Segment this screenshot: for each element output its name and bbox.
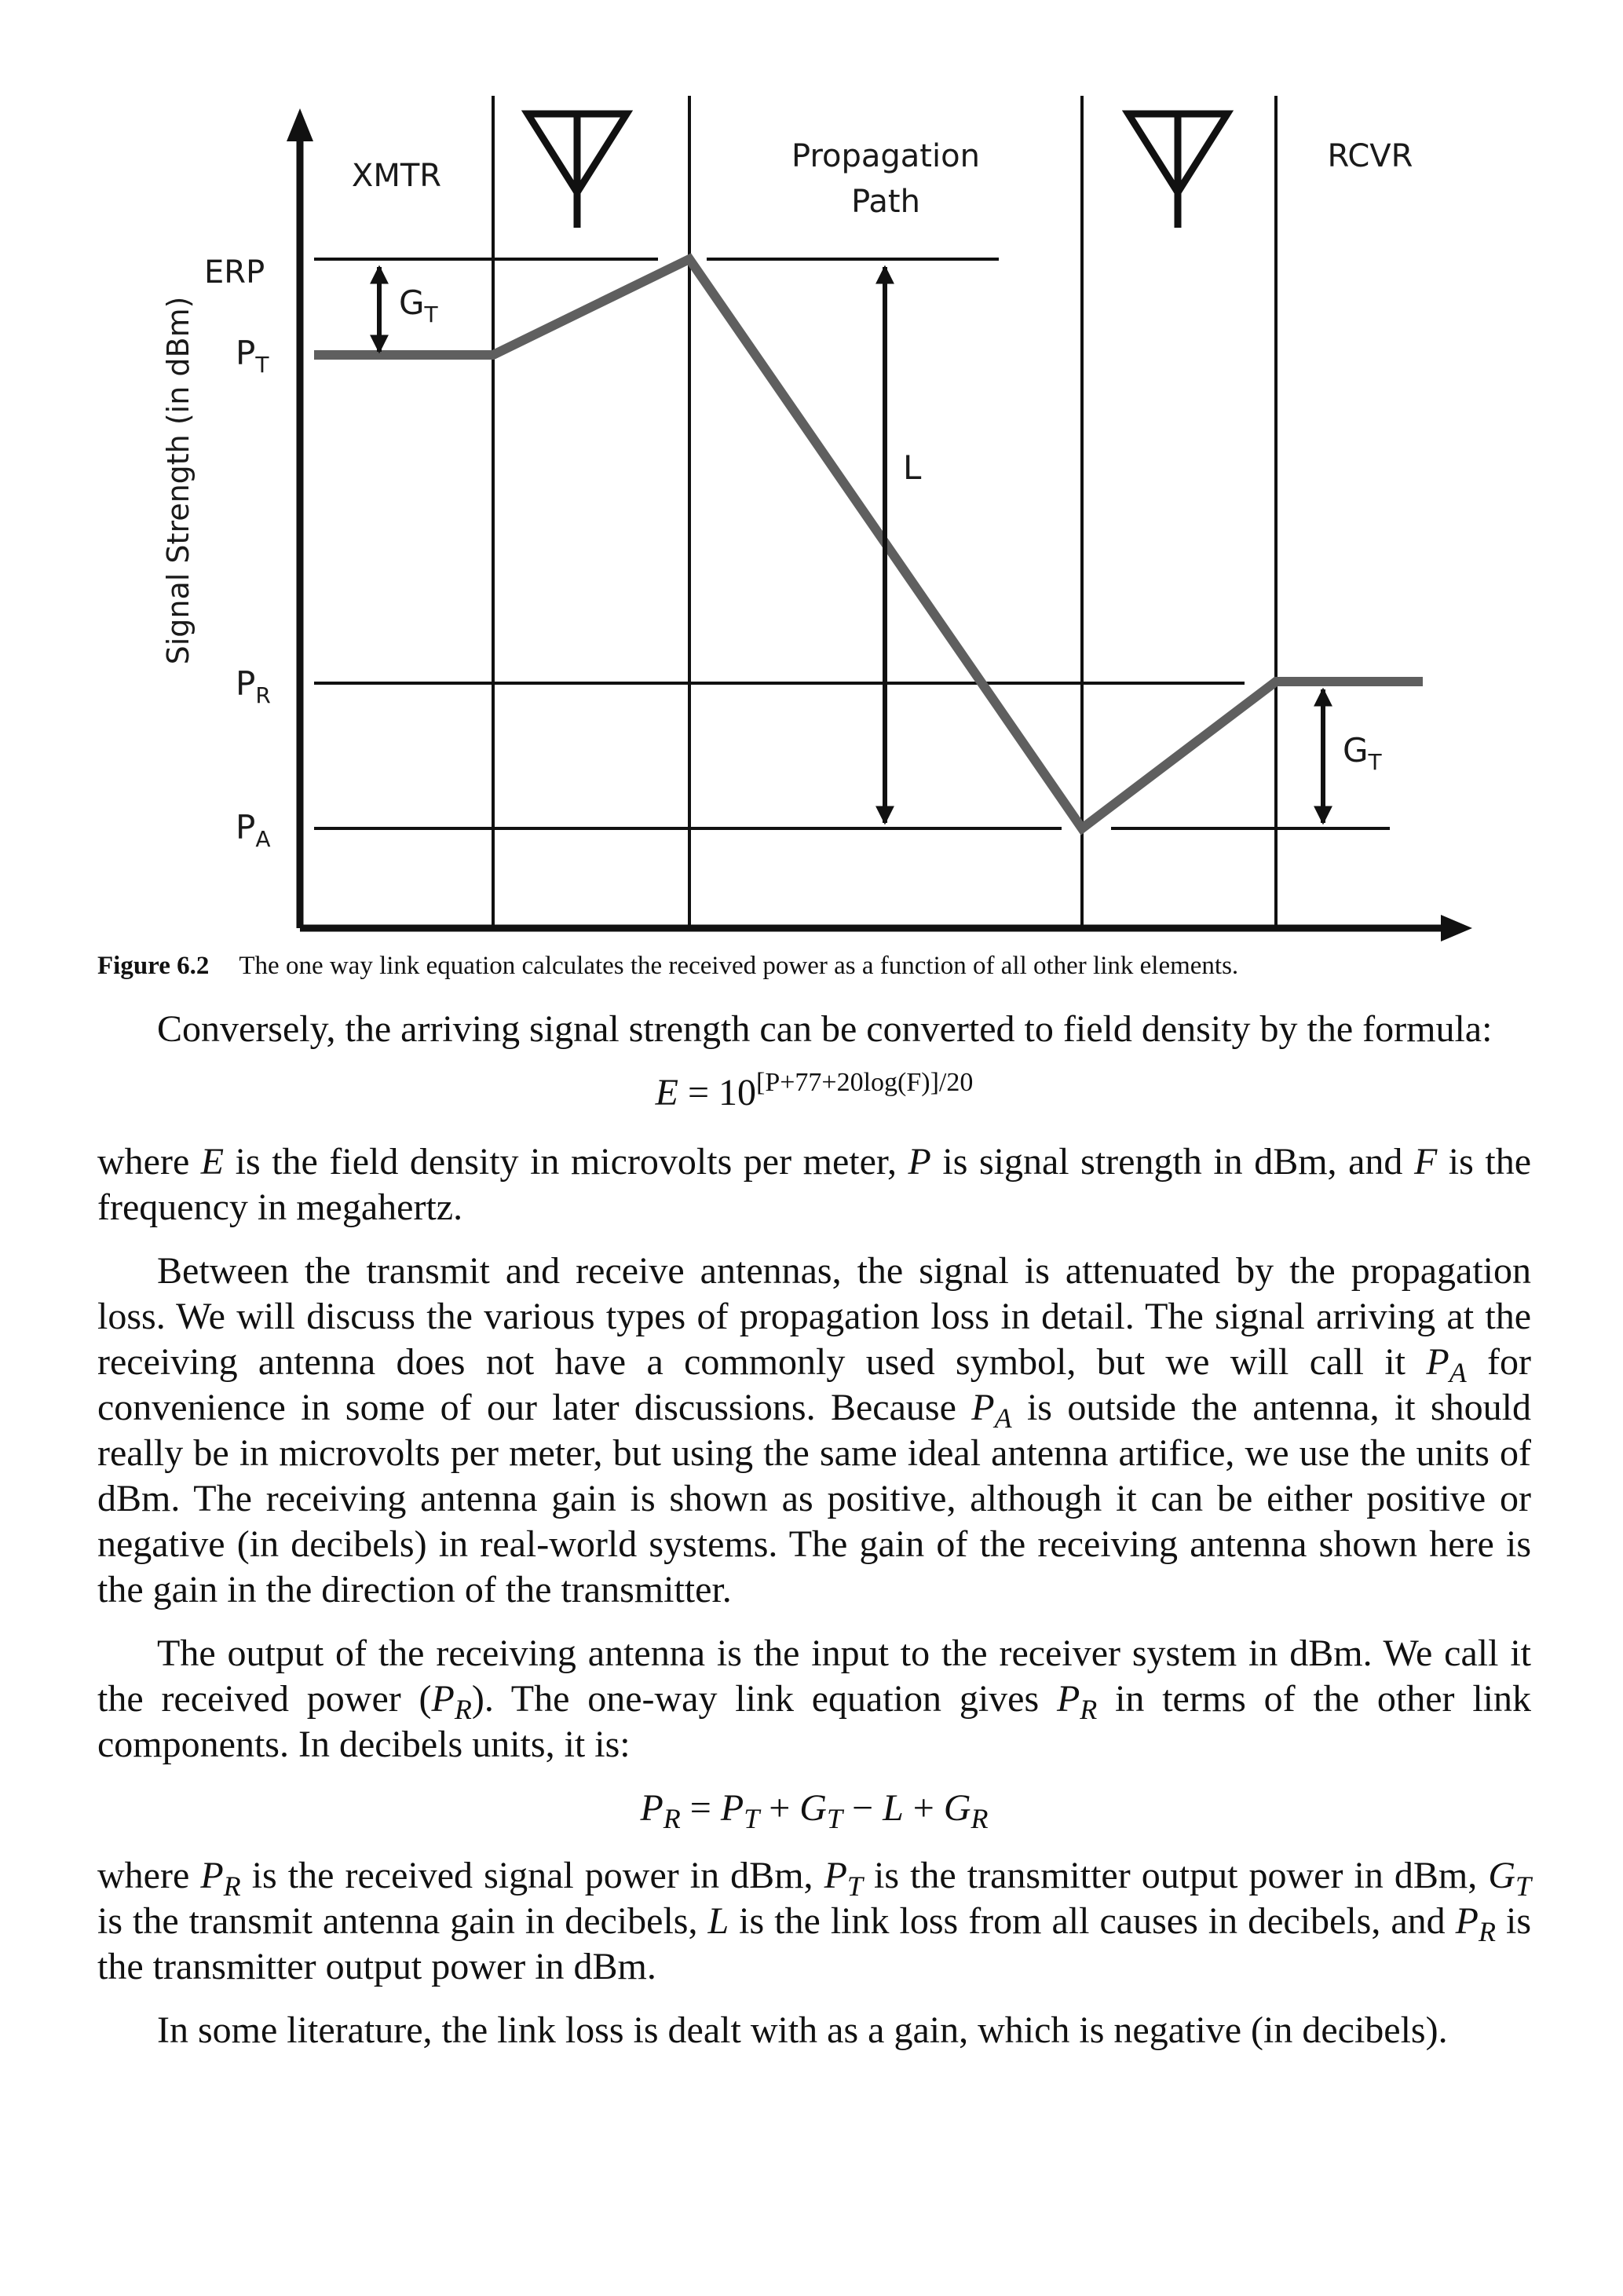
equation-field-density: $E = 10^{[P+77+20log(F)]/20}$ xyxy=(655,1068,974,1113)
pa-label: $P_A$ xyxy=(236,808,271,852)
antenna-icon xyxy=(1128,114,1227,228)
paragraph: Conversely, the arriving signal strength can be converted to field density by the formula: xyxy=(157,1008,1493,1050)
gt-left-label: $G_T$ xyxy=(399,283,438,327)
loss-label: L xyxy=(903,448,922,487)
y-axis-label: Signal Strength (in dBm) xyxy=(161,296,196,665)
link-equation-figure xyxy=(0,0,1623,946)
paragraph: In some literature, the link loss is dealt with as a gain, which is negative (in decibels). xyxy=(157,2009,1448,2051)
signal-level-curve xyxy=(314,259,1423,828)
axes xyxy=(287,108,1472,941)
y-axis-arrowhead xyxy=(287,108,313,141)
erp-label: ERP xyxy=(204,254,265,291)
figure-number: Figure 6.2 xyxy=(97,952,210,980)
x-axis-arrowhead xyxy=(1441,915,1472,941)
propagation-label: Propagation xyxy=(791,138,980,174)
paragraph: The output of the receiving antenna is the input to the receiver system in dBm. We call it the received power $(P_R)$. The one-way link equation gives $P_R$ in terms of the other link components. In decibels units, it is: xyxy=(97,1632,1531,1765)
equation-link: $P_R = P_T + G_T - L + G_R$ xyxy=(640,1787,989,1834)
paragraph: Between the transmit and receive antennas, the signal is attenuated by the propagation loss. We will discuss the various types of propagation loss in detail. The signal arriving at the receiving antenna does not have a commonly used symbol, but we will call it $P_A$ for convenience in some of our later discussions. Because $P_A$ is outside the antenna, it should really be in microvolts per meter, but using the same ideal antenna artifice, we use the units of dBm. The receiving antenna gain is shown as positive, although it can be either positive or negative (in decibels) in real-world systems. The gain of the receiving antenna shown here is the gain in the direction of the transmitter. xyxy=(97,1250,1532,1610)
pt-label: $P_T$ xyxy=(236,334,269,378)
paragraph: where $P_R$ is the received signal power in dBm, $P_T$ is the transmitter output power in dBm, $G_T$ is the transmit antenna gain in decibels, L is the link loss from all causes in decibels, and $P_R$ is the transmitter output power in dBm. xyxy=(97,1855,1532,1987)
xmtr-label: XMTR xyxy=(351,158,442,194)
gt-right-label: $G_T$ xyxy=(1343,731,1382,775)
figure-caption xyxy=(97,952,1534,981)
rcvr-label: RCVR xyxy=(1327,138,1413,174)
path-label: Path xyxy=(851,184,920,220)
reference-lines xyxy=(314,259,1390,828)
dimension-arrows xyxy=(379,267,1323,823)
body-text xyxy=(97,1007,1531,2071)
caption-text: The one way link equation calculates the received power as a function of all other link elements. xyxy=(239,952,1239,980)
pr-label: $P_R$ xyxy=(236,664,271,708)
antenna-icon xyxy=(528,114,627,228)
paragraph: where E is the field density in microvolts per meter, P is signal strength in dBm, and F is the frequency in megahertz. xyxy=(97,1141,1531,1228)
